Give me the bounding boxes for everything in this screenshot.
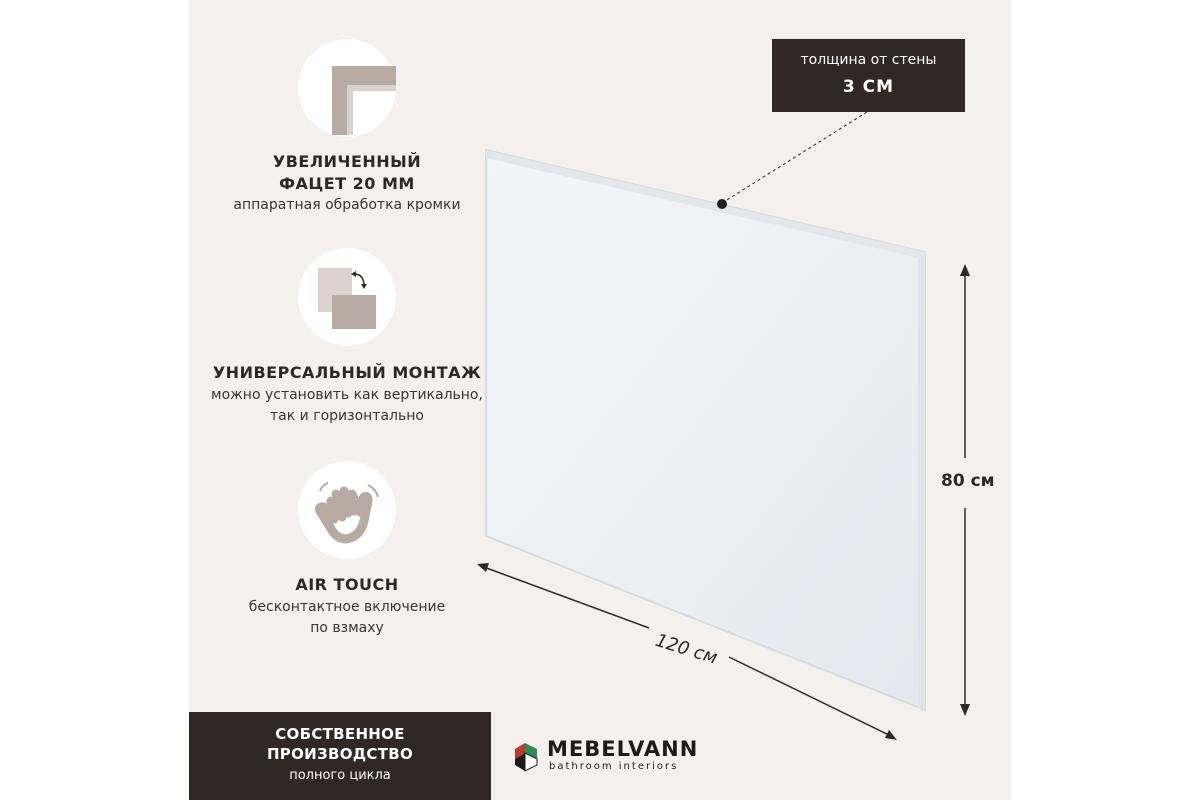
banner-title-line2: ПРОИЗВОДСТВО bbox=[266, 745, 414, 763]
banner-subtitle: полного цикла bbox=[289, 768, 391, 783]
feature-title-line2: ФАЦЕТ 20 ММ bbox=[279, 174, 415, 193]
callout-label: толщина от стены bbox=[800, 52, 937, 68]
feature-title-line1: УВЕЛИЧЕННЫЙ bbox=[272, 152, 422, 171]
height-arrow-bottom bbox=[960, 704, 970, 716]
logo-tagline: bathroom interiors bbox=[549, 761, 679, 772]
mirror-panel bbox=[486, 150, 925, 710]
feature-description-line2: так и горизонтально bbox=[270, 408, 424, 424]
feature-description: аппаратная обработка кромки bbox=[233, 197, 461, 213]
thickness-callout bbox=[772, 39, 965, 112]
callout-leader-line bbox=[722, 112, 867, 203]
width-arrow-right bbox=[885, 730, 897, 740]
callout-value: 3 СМ bbox=[842, 77, 895, 97]
width-label: 120 см bbox=[652, 630, 720, 669]
brand-logo bbox=[511, 737, 711, 777]
logo-mark-icon bbox=[511, 739, 541, 775]
mirror-illustration bbox=[189, 0, 1011, 800]
feature-description-line1: можно установить как вертикально, bbox=[211, 387, 483, 403]
product-infographic bbox=[189, 0, 1011, 800]
height-arrow-top bbox=[960, 264, 970, 276]
callout-anchor-dot bbox=[717, 199, 727, 209]
feature-title: УНИВЕРСАЛЬНЫЙ МОНТАЖ bbox=[212, 363, 482, 382]
logo-brand-name: MEBELVANN bbox=[547, 737, 699, 761]
feature-title: AIR TOUCH bbox=[295, 575, 399, 594]
feature-description-line1: бесконтактное включение bbox=[248, 599, 446, 615]
production-banner bbox=[189, 712, 491, 800]
height-label: 80 см bbox=[941, 471, 995, 491]
feature-description-line2: по взмаху bbox=[310, 620, 384, 636]
mirror-edge bbox=[918, 252, 925, 710]
width-arrow-left bbox=[477, 563, 489, 572]
banner-title-line1: СОБСТВЕННОЕ bbox=[275, 725, 405, 743]
